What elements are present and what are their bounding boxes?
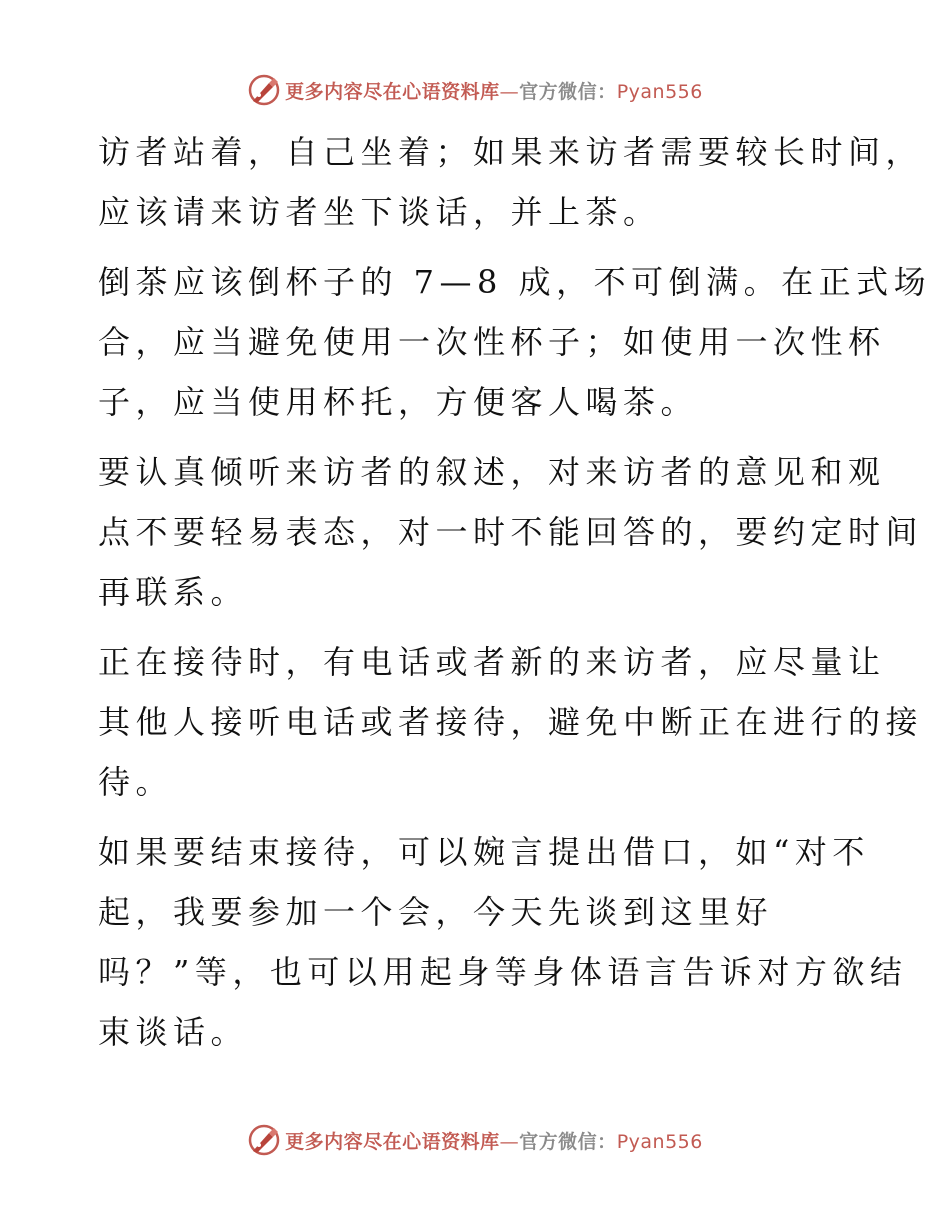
footer-wechat-label: 官方微信：: [519, 1130, 617, 1153]
text-line: 正在接待时，有电话或者新的来访者，应尽量让: [98, 643, 886, 681]
pen-logo-icon: [247, 73, 281, 107]
header-wechat-id: Pyan556: [616, 80, 703, 103]
text-line: 要认真倾听来访者的叙述，对来访者的意见和观: [98, 453, 886, 491]
text-line: 起，我要参加一个会，今天先谈到这里好: [98, 893, 774, 931]
footer-wechat-id: Pyan556: [616, 1130, 703, 1153]
text-line: 如果要结束接待，可以婉言提出借口，如“对不: [98, 833, 870, 871]
text-line: 子，应当使用杯托，方便客人喝茶。: [98, 383, 699, 421]
paragraph: [98, 442, 924, 622]
text-line: 其他人接听电话或者接待，避免中断正在进行的接: [98, 703, 924, 741]
text-line: 吗？”等，也可以用起身等身体语言告诉对方欲结: [98, 953, 908, 991]
footer-dash: —: [499, 1130, 520, 1153]
header-banner: [0, 70, 950, 110]
header-site-name: 更多内容尽在心语资料库: [285, 80, 500, 103]
text-line: 待。: [98, 763, 174, 801]
text-line: 束谈话。: [98, 1013, 249, 1051]
document-body: [98, 122, 932, 1072]
footer-banner: [0, 1120, 950, 1160]
paragraph: [98, 822, 908, 1062]
text-line: 合，应当避免使用一次性杯子；如使用一次性杯: [98, 323, 886, 361]
paragraph: [98, 632, 924, 812]
text-line: 再联系。: [98, 573, 249, 611]
text-line: 倒茶应该倒杯子的 7—8 成，不可倒满。在正式场: [98, 263, 932, 301]
header-wechat-label: 官方微信：: [519, 80, 617, 103]
paragraph: [98, 122, 924, 242]
paragraph: [98, 252, 932, 432]
footer-site-name: 更多内容尽在心语资料库: [285, 1130, 500, 1153]
header-dash: —: [499, 80, 520, 103]
pen-logo-icon: [247, 1123, 281, 1157]
text-line: 点不要轻易表态，对一时不能回答的，要约定时间: [98, 513, 924, 551]
text-line: 访者站着，自己坐着；如果来访者需要较长时间，: [98, 133, 924, 171]
text-line: 应该请来访者坐下谈话，并上茶。: [98, 193, 661, 231]
